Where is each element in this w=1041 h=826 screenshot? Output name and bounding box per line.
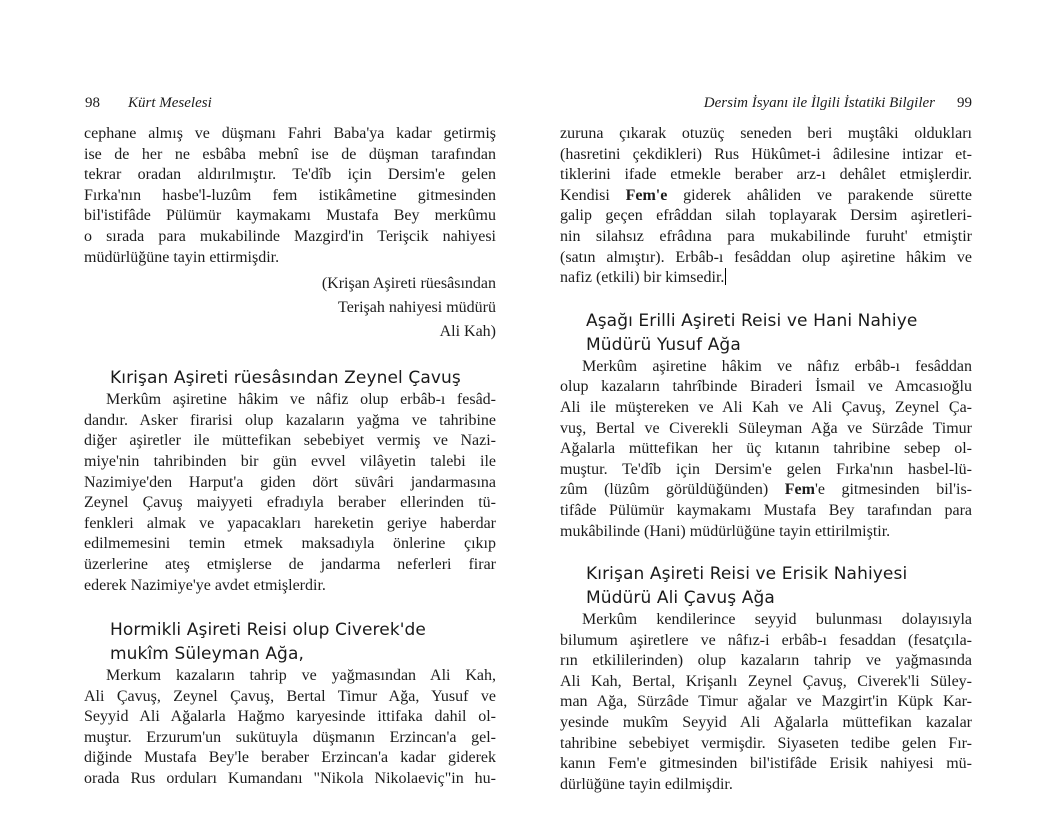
text-line: o sırada para mukabilinde Mazgird'in Terişcik nahiyesi [84, 227, 496, 245]
text-line: Seyyid Ali Ağalarla Hağmo karyesinde ittifaka dahil ol- [84, 708, 496, 726]
text-line: tiklerini ifade etmekle beraber arz-ı dehâlet etmişlerdir. [560, 166, 972, 184]
paragraph [84, 124, 496, 268]
text-line: man Ağa, Sürzâde Timur ağalar ve Mazgirt'in Küpk Kar- [560, 693, 972, 711]
text-line: zuruna çıkarak otuzüç seneden beri muştâki oldukları [560, 125, 972, 142]
section-heading: Aşağı Erilli Aşireti Reisi ve Hani Nahiye [586, 310, 918, 331]
text-line: miye'nin tahribinden bir gün evvel vilâyetin talebi ile [84, 452, 496, 470]
text-line: muştur. Erzurum'un sukütuyla düşmanın Erzincan'a gel- [84, 728, 496, 746]
paragraph [560, 124, 972, 289]
text-line: Ali Kah, Bertal, Krişanlı Zeynel Çavuş, Civerek'li Süley- [560, 672, 972, 690]
bold-term: Fem'e [625, 186, 668, 204]
text-line: üzerlerine ateş etmişlerse de jandarma neferleri firar [84, 555, 496, 573]
text-cursor [725, 268, 726, 285]
section-heading: Müdürü Yusuf Ağa [586, 334, 741, 355]
text-line: Merkum kazaların tahrip ve yağmasından Ali Kah, [106, 667, 496, 685]
signature-line: (Krişan Aşireti rüesâsından [321, 275, 496, 293]
text-line [560, 480, 972, 501]
text-line: dürlüğüne tayin edilmişdir. [560, 775, 733, 793]
text-line: diğer aşiretler ile müttefikan sebebiyet vermiş ve Nazi- [84, 432, 496, 450]
text-line: muştur. Te'dîb için Dersim'e gelen Fırka'nın hasbel-lü- [560, 460, 972, 478]
text-line: edilmemesini temin etmek maksadıyla önlerine çıkıp [84, 535, 496, 553]
text-line: bilumum aşiretlere ve nâfız-i erbâb-ı fesaddan (fesatçıla- [560, 631, 972, 649]
section-heading: Hormikli Aşireti Reisi olup Civerek'de [110, 620, 426, 641]
running-title: Dersim İsyanı ile İlgili İstatiki Bilgiler [703, 95, 935, 111]
page-number: 99 [957, 95, 972, 111]
text-line [560, 268, 972, 289]
text-line: fenkleri almak ve yapacakları hareketin geriye haberdar [84, 514, 496, 532]
text-line: Ali ile müştereken ve Ali Kah ve Ali Çavuş, Zeynel Ça- [560, 398, 972, 416]
text-line: dandır. Asker firarisi olup kazaların yağma ve tahribine [84, 411, 496, 429]
text-line: nin silahsız efrâdına para mukabilinde furuht' etmiştir [560, 227, 972, 245]
text-line: rın etkililerinden) olup kazaların tahrip ve yağmasında [560, 652, 972, 670]
text-line: bil'istifâde Pülümür kaymakamı Mustafa Bey merkûmu [84, 207, 496, 225]
text-run: zûm (lüzûm görüldüğünden) [560, 481, 785, 499]
section-yusuf-aga [560, 309, 972, 542]
text-line: ederek Nazimiye'ye avdet etmişlerdir. [84, 576, 326, 594]
text-line: Ali Çavuş, Zeynel Çavuş, Bertal Timur Ağa, Yusuf ve [84, 687, 496, 705]
text-line: Ağalarla müttefikan her üç kıtanın tahribine sebep ol- [560, 440, 972, 458]
text-line: ise de her ne esbâba mebnî ise de düşman tarafından [84, 145, 496, 163]
signature-line: Terişah nahiyesi müdürü [338, 299, 496, 317]
section-zeynel-cavus [84, 366, 496, 596]
running-head-right [704, 94, 972, 112]
text-line: Merkûm aşiretine hâkim ve nâfız erbâb-ı fesâddan [582, 357, 972, 375]
text-line: (hasretini çekdikleri) Rus Hükûmet-i âdilesine intizar et- [560, 145, 972, 163]
left-page [84, 0, 496, 826]
text-line: galip geçen efrâddan silah toplayarak Dersim aşiretleri- [560, 207, 972, 225]
section-heading: Müdürü Ali Çavuş Ağa [586, 588, 775, 609]
running-title: Kürt Meselesi [128, 95, 212, 111]
text-line: Fırka'nın hasbe'l-luzûm fem istikâmetine gitmesinden [84, 186, 496, 204]
section-ali-cavus-aga [560, 562, 972, 795]
signature-line: Ali Kah) [439, 323, 496, 341]
text-run: nafiz (etkili) bir kimsedir. [560, 269, 725, 287]
text-line: Merkûm aşiretine hâkim ve nâfiz olup erbâb-ı fesâd- [106, 391, 496, 409]
section-suleyman-aga [84, 618, 496, 790]
text-line: tahribine sebebiyet vermişdir. Siyaseten tedibe gelen Fır- [560, 734, 972, 752]
text-line: cephane almış ve düşmanı Fahri Baba'ya kadar getirmiş [84, 125, 496, 142]
text-line [560, 186, 972, 207]
text-line: Zeynel Çavuş maiyyeti efradıyla beraber ellerinden tü- [84, 494, 496, 512]
text-line: vuş, Bertal ve Civerekli Süleyman Ağa ve Sürzâde Timur [560, 419, 972, 437]
text-run: Kendisi [560, 186, 626, 204]
section-heading: Kırişan Aşireti rüesâsından Zeynel Çavuş [110, 368, 461, 389]
bold-term: Fem [784, 481, 815, 499]
text-line: kanın Fem'e gitmesinden bil'istifâde Erisik nahiyesi mü- [560, 755, 972, 773]
text-line: mukâbilinde (Hani) müdürlüğüne tayin ettirilmiştir. [560, 522, 891, 540]
text-line: tifâde Pülümür kaymakamı Mustafa Bey tarafından para [560, 501, 972, 519]
text-line: Nazimiye'den Harput'a giden dört süvâri jandarmasına [84, 473, 496, 491]
text-line: diğinde Mustafa Bey'le beraber Erzincan'a kadar giderek [84, 749, 496, 767]
right-page-body [560, 124, 972, 795]
running-head-left [85, 94, 212, 112]
section-heading: Kırişan Aşireti Reisi ve Erisik Nahiyesi [586, 564, 908, 585]
page-number: 98 [85, 95, 100, 111]
text-line: yesinde mukîm Seyyid Ali Ağalarla müttefikan kazalar [560, 714, 972, 732]
text-line: olup kazaların tahrîbinde Biraderi İsmail ve Amcasıoğlu [560, 378, 972, 396]
text-run: 'e gitmesinden bil'is- [814, 481, 973, 499]
section-heading: mukîm Süleyman Ağa, [110, 644, 304, 665]
right-page [560, 0, 972, 826]
text-line: Merkûm kendilerince seyyid bulunması dolayısıyla [582, 611, 972, 629]
text-run: giderek ahâliden ve parakende sürette [667, 186, 972, 204]
text-line: tekrar oradan aldırılmıştır. Te'dîb için Dersim'e gelen [84, 166, 496, 184]
left-page-body [84, 124, 496, 790]
signature-block [84, 272, 496, 344]
text-line: orada Rus orduları Kumandanı "Nikola Nikolaeviç"in hu- [84, 770, 496, 788]
text-line: müdürlüğüne tayin ettirmişdir. [84, 248, 280, 266]
text-line: (satın almıştır). Erbâb-ı fesâddan olup aşiretine hâkim ve [560, 248, 972, 266]
